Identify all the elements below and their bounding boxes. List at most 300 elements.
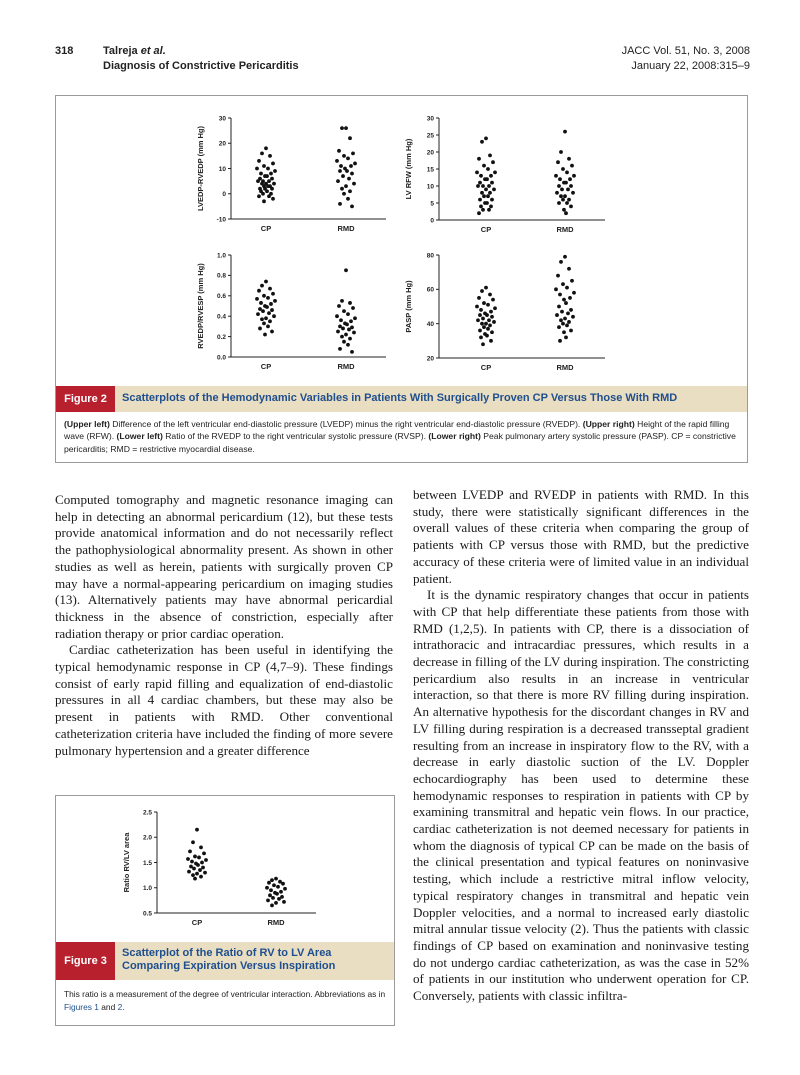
data-point (559, 318, 563, 322)
data-point (204, 858, 208, 862)
data-point (351, 151, 355, 155)
data-point (565, 323, 569, 327)
data-point (556, 274, 560, 278)
page-number: 318 (55, 45, 74, 57)
data-point (338, 347, 342, 351)
data-point (340, 335, 344, 339)
y-tick-label: 0.4 (216, 313, 226, 321)
data-point (481, 184, 485, 188)
data-point (336, 330, 340, 334)
data-point (486, 327, 490, 331)
data-point (345, 169, 349, 173)
y-tick-label: -10 (216, 216, 226, 224)
data-point (558, 339, 562, 343)
data-point (555, 313, 559, 317)
data-point (277, 897, 281, 901)
data-point (193, 877, 197, 881)
data-point (556, 160, 560, 164)
data-point (477, 157, 481, 161)
data-point (485, 334, 489, 338)
data-point (349, 319, 353, 323)
data-point (344, 268, 348, 272)
data-point (557, 184, 561, 188)
data-point (566, 311, 570, 315)
data-point (560, 188, 564, 192)
data-point (479, 336, 483, 340)
data-point (565, 286, 569, 290)
data-point (569, 184, 573, 188)
data-point (559, 260, 563, 264)
data-point (275, 892, 279, 896)
y-tick-label: 25 (426, 132, 434, 140)
data-point (335, 159, 339, 163)
data-point (486, 303, 490, 307)
data-point (346, 343, 350, 347)
data-point (489, 339, 493, 343)
data-point (268, 154, 272, 158)
data-point (260, 151, 264, 155)
data-point (203, 871, 207, 875)
data-point (336, 179, 340, 183)
data-point (352, 331, 356, 335)
data-point (265, 305, 269, 309)
data-point (264, 316, 268, 320)
data-point (490, 330, 494, 334)
data-point (256, 312, 260, 316)
y-tick-label: 80 (426, 252, 434, 260)
data-point (490, 315, 494, 319)
data-point (562, 208, 566, 212)
data-point (339, 318, 343, 322)
data-point (342, 192, 346, 196)
body-column-left (55, 492, 393, 759)
data-point (344, 126, 348, 130)
data-point (271, 292, 275, 296)
data-point (563, 194, 567, 198)
data-point (351, 306, 355, 310)
data-point (195, 872, 199, 876)
data-point (490, 198, 494, 202)
y-tick-label: 60 (426, 286, 434, 294)
data-point (269, 172, 273, 176)
data-point (492, 320, 496, 324)
data-point (557, 325, 561, 329)
figure-3-title: Scatterplot of the Ratio of RV to LV Area Comparing Expiration Versus Inspiration (122, 947, 336, 972)
data-point (489, 310, 493, 314)
data-point (570, 279, 574, 283)
data-point (563, 317, 567, 321)
x-category-label: RMD (556, 225, 574, 234)
x-category-label: RMD (337, 362, 355, 371)
data-point (484, 188, 488, 192)
data-point (345, 322, 349, 326)
data-point (568, 296, 572, 300)
data-point (270, 878, 274, 882)
data-point (192, 867, 196, 871)
data-point (337, 304, 341, 308)
figure-3 (55, 795, 395, 1026)
data-point (490, 181, 494, 185)
y-tick-label: 30 (426, 115, 434, 123)
data-point (561, 198, 565, 202)
data-point (348, 337, 352, 341)
figure-3-plot (56, 796, 396, 942)
data-point (267, 311, 271, 315)
data-point (262, 164, 266, 168)
data-point (268, 893, 272, 897)
data-point (487, 208, 491, 212)
figure-3-caption: This ratio is a measurement of the degree of ventricular interaction. Abbreviations as in Figures 1 and 2. (64, 989, 386, 1012)
data-point (344, 184, 348, 188)
data-point (202, 852, 206, 856)
x-category-label: CP (480, 363, 492, 372)
data-point (261, 192, 265, 196)
data-point (260, 284, 264, 288)
data-point (478, 198, 482, 202)
data-point (482, 325, 486, 329)
data-point (279, 890, 283, 894)
data-point (564, 301, 568, 305)
data-point (273, 299, 277, 303)
data-point (348, 189, 352, 193)
data-point (262, 321, 266, 325)
data-point (558, 177, 562, 181)
data-point (270, 330, 274, 334)
y-tick-label: 15 (426, 166, 434, 174)
data-point (493, 306, 497, 310)
data-point (341, 327, 345, 331)
data-point (199, 845, 203, 849)
data-point (348, 301, 352, 305)
data-point (270, 177, 274, 181)
figure-2 (55, 95, 748, 463)
data-point (479, 308, 483, 312)
data-point (342, 340, 346, 344)
data-point (572, 174, 576, 178)
data-point (479, 174, 483, 178)
figure-2-title: Scatterplots of the Hemodynamic Variables in Patients With Surgically Proven CP Versus Those With RMD (122, 392, 678, 404)
data-point (484, 137, 488, 141)
x-category-label: RMD (337, 224, 355, 233)
data-point (485, 177, 489, 181)
data-point (276, 885, 280, 889)
data-point (273, 169, 277, 173)
data-point (266, 898, 270, 902)
data-point (569, 205, 573, 209)
data-point (270, 904, 274, 908)
data-point (570, 164, 574, 168)
data-point (486, 167, 490, 171)
data-point (350, 204, 354, 208)
data-point (559, 194, 563, 198)
data-point (481, 317, 485, 321)
data-point (257, 194, 261, 198)
figure-2-caption: (Upper left) Difference of the left ventricular end-diastolic pressure (LVEDP) minus the right ventricular end-diastolic pressure (RVEDP). (Upper right) Height of the rapid filling wave (RFW). (Lower left) Ratio of the RVEDP to the right ventricular systolic pressure (RVSP). (Lower right) Peak pulmonary artery systolic pressure (PASP). CP = constrictive pericarditis; RMD = restrictive myocardial disease. (64, 419, 736, 454)
data-point (186, 857, 190, 861)
data-point (340, 299, 344, 303)
data-point (340, 187, 344, 191)
data-point (562, 298, 566, 302)
running-header-left (55, 44, 299, 74)
data-point (190, 860, 194, 864)
data-point (488, 191, 492, 195)
data-point (353, 162, 357, 166)
y-tick-label: 30 (218, 115, 226, 123)
data-point (480, 322, 484, 326)
running-title: Diagnosis of Constrictive Pericarditis (103, 60, 299, 72)
running-header-right (622, 44, 750, 74)
data-point (271, 896, 275, 900)
data-point (196, 863, 200, 867)
data-point (484, 322, 488, 326)
data-point (262, 199, 266, 203)
data-point (487, 318, 491, 322)
y-tick-label: 2.5 (142, 809, 152, 817)
figure-3-label: Figure 3 (56, 942, 115, 980)
data-point (350, 350, 354, 354)
data-point (268, 319, 272, 323)
data-point (338, 169, 342, 173)
data-point (198, 868, 202, 872)
data-point (489, 205, 493, 209)
data-point (266, 184, 270, 188)
data-point (346, 197, 350, 201)
data-point (346, 312, 350, 316)
data-point (256, 179, 260, 183)
journal-citation: JACC Vol. 51, No. 3, 2008 (621, 45, 750, 57)
data-point (259, 172, 263, 176)
data-point (480, 289, 484, 293)
data-point (481, 208, 485, 212)
data-point (572, 291, 576, 295)
data-point (271, 162, 275, 166)
data-point (191, 873, 195, 877)
scatter-rvedp-rvesp (196, 252, 386, 371)
y-tick-label: 1.5 (142, 859, 152, 867)
data-point (349, 164, 353, 168)
data-point (485, 313, 489, 317)
y-tick-label: 1.0 (142, 885, 152, 893)
data-point (565, 171, 569, 175)
data-point (558, 293, 562, 297)
scatter-rv-lv-ratio (122, 809, 316, 927)
data-point (488, 323, 492, 327)
data-point (255, 297, 259, 301)
data-point (482, 301, 486, 305)
data-point (267, 194, 271, 198)
data-point (477, 296, 481, 300)
data-point (261, 309, 265, 313)
data-point (335, 314, 339, 318)
data-point (571, 191, 575, 195)
data-point (272, 314, 276, 318)
data-point (337, 149, 341, 153)
data-point (274, 877, 278, 881)
data-point (266, 167, 270, 171)
data-point (566, 188, 570, 192)
data-point (488, 154, 492, 158)
y-axis-label: Ratio RV/LV area (122, 832, 131, 893)
data-point (352, 182, 356, 186)
data-point (347, 177, 351, 181)
data-point (265, 886, 269, 890)
data-point (565, 201, 569, 205)
data-point (353, 316, 357, 320)
data-point (271, 197, 275, 201)
figure-3-caption-bar (56, 942, 394, 980)
y-tick-label: 0 (430, 217, 434, 225)
y-tick-label: 0.8 (216, 272, 226, 280)
data-point (259, 301, 263, 305)
data-point (197, 856, 201, 860)
y-tick-label: 0.5 (142, 910, 152, 918)
data-point (267, 881, 271, 885)
data-point (344, 333, 348, 337)
data-point (266, 296, 270, 300)
paragraph: Computed tomography and magnetic resonance imaging can help in detecting an abnormal pericardium (12), but these tests provide anatomical information and do not necessarily reflect the pathophysiological abnormality present. As shown in other studies as well as herein, patients with surgically proven CP may have a normal-appearing pericardium on imaging studies (13). Alternatively patients may have abnormal pericardial thickness in the absence of constriction, especially after radiation therapy or prior cardiac operation. (55, 492, 393, 641)
data-point (561, 322, 565, 326)
data-point (350, 172, 354, 176)
data-point (567, 320, 571, 324)
data-point (482, 194, 486, 198)
issue-date: January 22, 2008:315–9 (631, 60, 750, 72)
y-tick-label: 20 (218, 140, 226, 148)
figure-2-label: Figure 2 (56, 386, 115, 412)
data-point (195, 828, 199, 832)
data-point (489, 174, 493, 178)
data-point (257, 159, 261, 163)
data-point (264, 146, 268, 150)
data-point (480, 191, 484, 195)
data-point (567, 157, 571, 161)
data-point (563, 130, 567, 134)
data-point (258, 327, 262, 331)
data-point (478, 181, 482, 185)
scatter-lvedp-rvedp (196, 115, 386, 233)
scatter-lv-rfw (404, 115, 605, 234)
y-tick-label: 2.0 (142, 834, 152, 842)
data-point (341, 174, 345, 178)
data-point (478, 313, 482, 317)
y-axis-label: RVEDP/RVESP (mm Hg) (196, 263, 205, 349)
data-point (475, 305, 479, 309)
data-point (264, 280, 268, 284)
data-point (272, 883, 276, 887)
y-tick-label: 0.2 (216, 333, 226, 341)
data-point (270, 187, 274, 191)
data-point (282, 900, 286, 904)
data-point (475, 171, 479, 175)
data-point (269, 302, 273, 306)
data-point (563, 255, 567, 259)
data-point (481, 342, 485, 346)
data-point (476, 318, 480, 322)
data-point (263, 333, 267, 337)
figure-2-caption-bar (56, 386, 747, 412)
data-point (266, 325, 270, 329)
data-point (491, 160, 495, 164)
data-point (262, 294, 266, 298)
data-point (348, 136, 352, 140)
data-point (187, 870, 191, 874)
data-point (554, 287, 558, 291)
data-point (267, 179, 271, 183)
y-tick-label: 10 (218, 165, 226, 173)
data-point (340, 126, 344, 130)
data-point (571, 315, 575, 319)
y-tick-label: 20 (426, 355, 434, 363)
data-point (188, 849, 192, 853)
y-axis-label: PASP (mm Hg) (404, 280, 413, 333)
data-point (201, 866, 205, 870)
x-category-label: RMD (556, 363, 574, 372)
data-point (268, 287, 272, 291)
data-point (561, 282, 565, 286)
data-point (557, 305, 561, 309)
y-tick-label: 0.6 (216, 293, 226, 301)
x-category-label: CP (480, 225, 492, 234)
data-point (476, 184, 480, 188)
y-tick-label: 5 (430, 200, 434, 208)
data-point (568, 177, 572, 181)
figure-2-link[interactable]: 2 (117, 1002, 123, 1012)
data-point (491, 298, 495, 302)
data-point (274, 901, 278, 905)
y-axis-label: LVEDP-RVEDP (mm Hg) (196, 125, 205, 212)
x-category-label: CP (260, 224, 272, 233)
data-point (191, 840, 195, 844)
data-point (272, 182, 276, 186)
data-point (561, 167, 565, 171)
data-point (478, 329, 482, 333)
figure-1-link[interactable]: Figures 1 (64, 1002, 99, 1012)
data-point (486, 194, 490, 198)
data-point (569, 329, 573, 333)
data-point (281, 882, 285, 886)
data-point (479, 205, 483, 209)
data-point (270, 308, 274, 312)
data-point (255, 167, 259, 171)
data-point (260, 317, 264, 321)
paragraph: Cardiac catheterization has been useful in identifying the typical hemodynamic response in CP (4,7–9). These findings consist of early rapid filling and equalization of end-diastolic pressures in all 4 cardiac chambers, but these may also be present in patients with RMD. Other conventional catheterization criteria have included the finding of more severe pulmonary hypertension and a greater difference (55, 642, 393, 758)
data-point (554, 174, 558, 178)
data-point (338, 202, 342, 206)
data-point (492, 188, 496, 192)
data-point (564, 181, 568, 185)
data-point (562, 330, 566, 334)
data-point (564, 211, 568, 215)
scatter-pasp (404, 252, 605, 372)
data-point (265, 189, 269, 193)
data-point (567, 267, 571, 271)
data-point (564, 336, 568, 340)
data-point (557, 201, 561, 205)
body-column-right (413, 487, 749, 1005)
data-point (493, 171, 497, 175)
data-point (339, 164, 343, 168)
y-tick-label: 1.0 (216, 252, 226, 260)
x-category-label: RMD (267, 918, 285, 927)
data-point (342, 309, 346, 313)
x-category-label: CP (260, 362, 272, 371)
y-tick-label: 10 (426, 183, 434, 191)
data-point (342, 154, 346, 158)
data-point (346, 157, 350, 161)
data-point (487, 184, 491, 188)
x-category-label: CP (191, 918, 203, 927)
data-point (567, 198, 571, 202)
data-point (480, 140, 484, 144)
